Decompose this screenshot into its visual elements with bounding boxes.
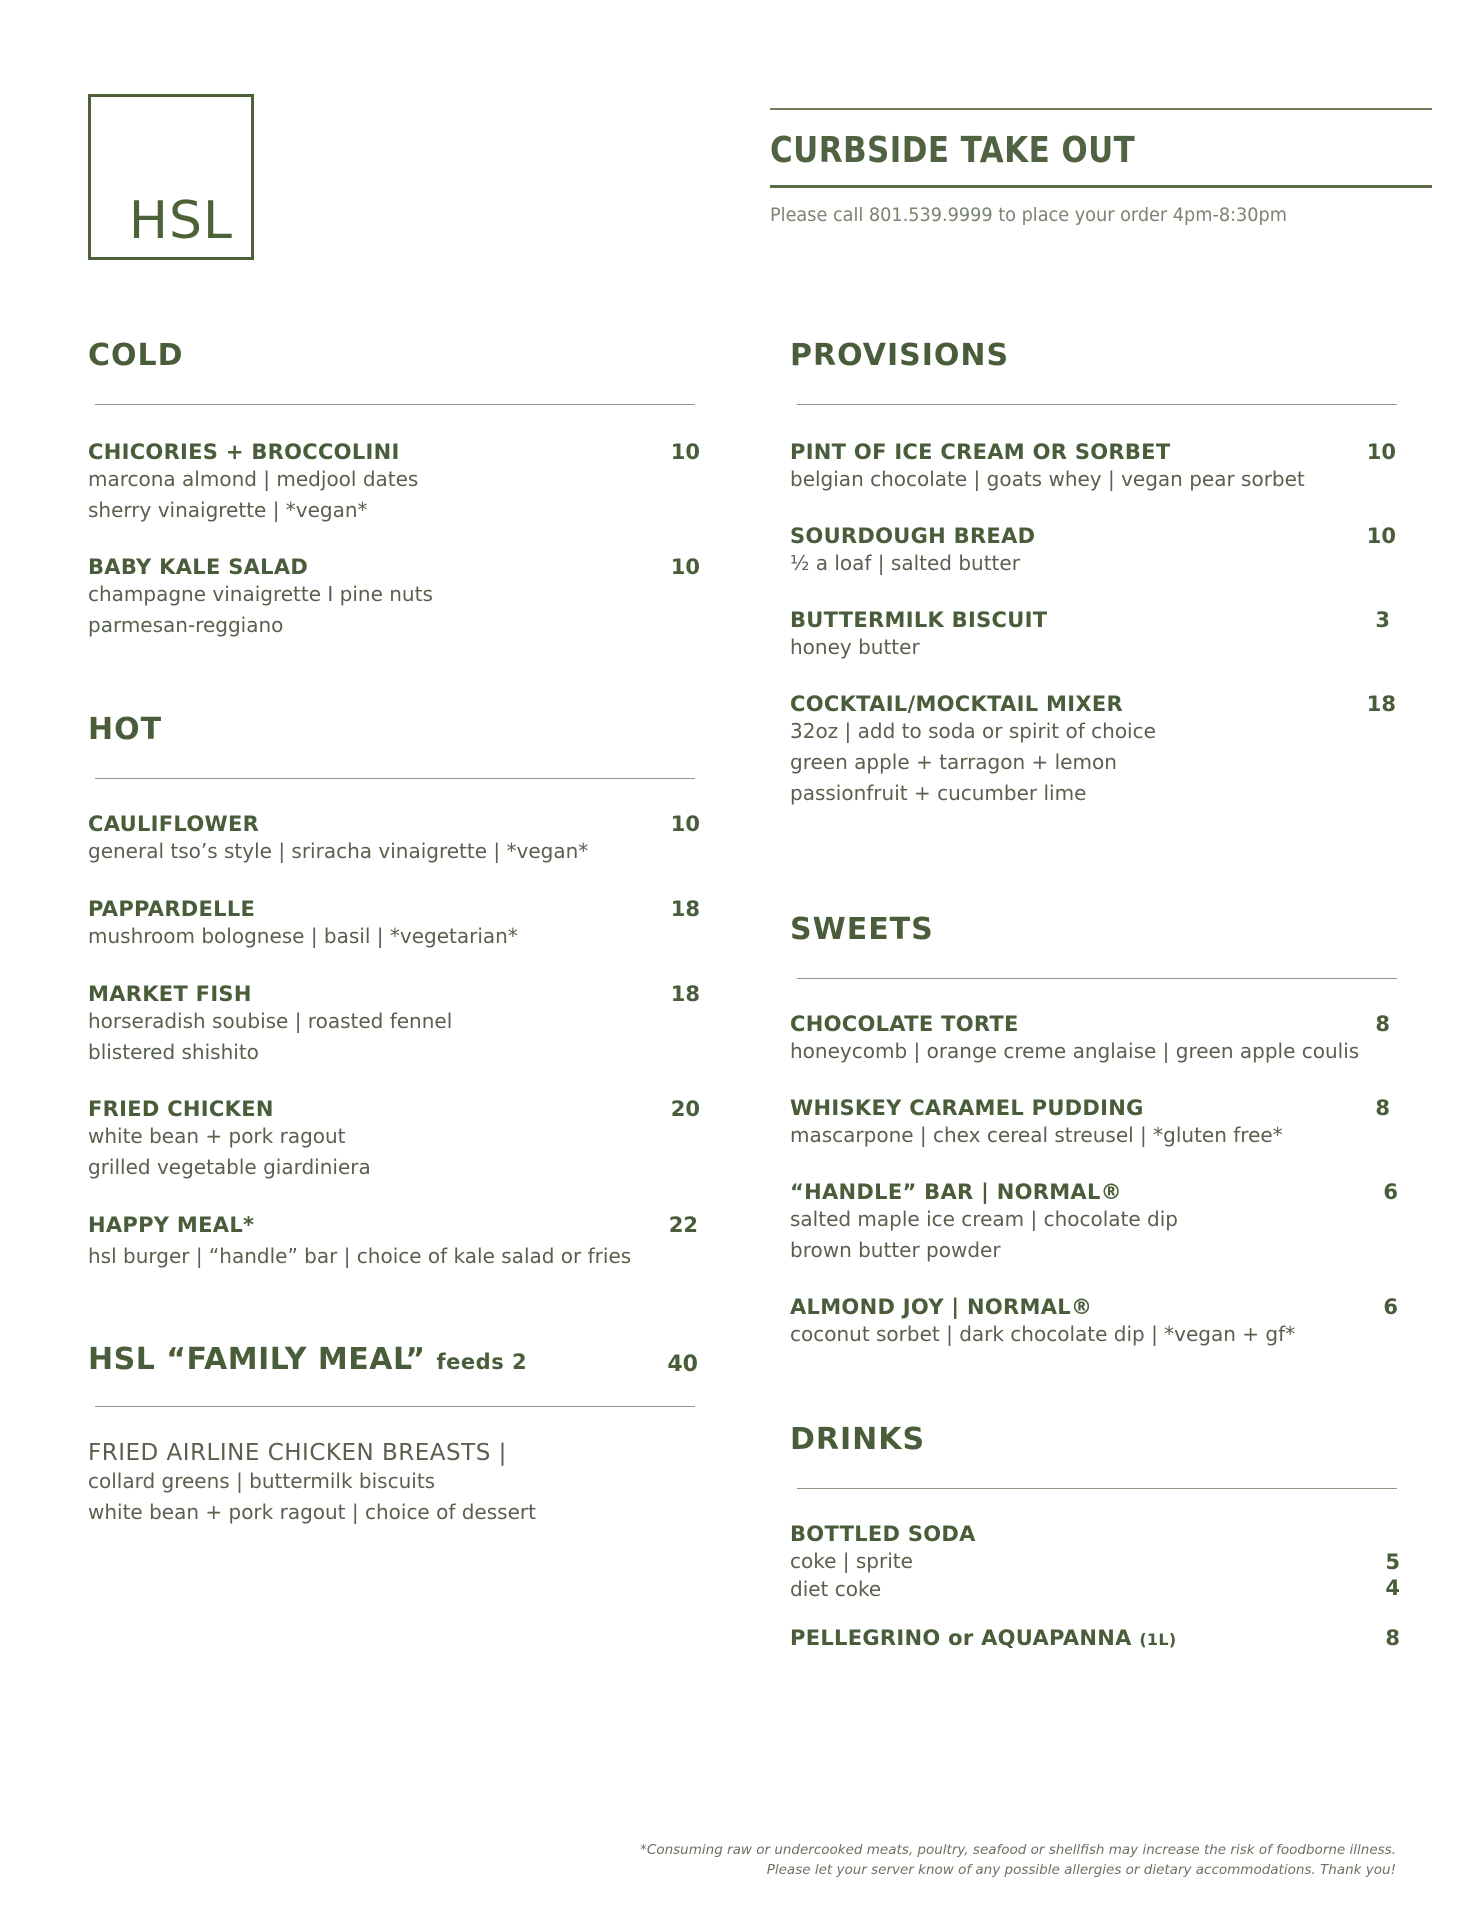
menu-item [88,982,700,1068]
drink-option [790,1546,1400,1577]
menu-item [790,1096,1390,1151]
item-desc: blistered shishito [88,1040,259,1064]
menu-item [88,555,700,641]
divider-drinks [797,1488,1397,1489]
menu-item [88,1440,700,1528]
menu-item [790,524,1396,579]
item-desc: 32oz | add to soda or spirit of choice [790,719,1156,743]
menu-item [88,1097,700,1183]
item-name: SOURDOUGH BREAD [790,524,1036,548]
menu-item [790,1626,1400,1650]
item-desc: general tso’s style | sriracha vinaigrette | *vegan* [88,839,589,863]
item-name: CHOCOLATE TORTE [790,1012,1019,1036]
item-price: 8 [1375,1012,1390,1036]
allergy-footnote [640,1840,1396,1880]
menu-item [790,1180,1398,1266]
order-instructions: Please call 801.539.9999 to place your order 4pm-8:30pm [770,204,1287,226]
item-name: CAULIFLOWER [88,812,260,836]
section-provisions [790,338,1009,373]
item-desc: marcona almond | medjool dates [88,467,419,491]
family-meal-title: HSL “FAMILY MEAL” [88,1342,426,1377]
section-title-cold: COLD [88,338,184,373]
item-name: CHICORIES + BROCCOLINI [88,440,400,464]
item-name: PAPPARDELLE [88,897,256,921]
item-size: (1L) [1139,1630,1177,1649]
menu-item [790,692,1396,809]
header-rule-bottom [770,185,1432,188]
section-title-hot: HOT [88,712,163,747]
item-desc: white bean + pork ragout [88,1124,346,1148]
divider-sweets [797,978,1397,979]
item-price: 6 [1383,1295,1398,1319]
page-title: CURBSIDE TAKE OUT [770,130,1136,171]
item-price: 10 [1366,524,1396,548]
item-desc: honeycomb | orange creme anglaise | green apple coulis [790,1039,1360,1063]
item-price: 18 [1366,692,1396,716]
section-title-provisions: PROVISIONS [790,338,1010,373]
menu-item [790,1295,1398,1350]
item-desc: parmesan-reggiano [88,613,284,637]
item-name: FRIED CHICKEN [88,1097,274,1121]
item-name: BOTTLED SODA [790,1522,976,1546]
item-price: 10 [1366,440,1396,464]
item-price: 6 [1383,1180,1398,1204]
section-title-sweets: SWEETS [790,912,934,947]
item-price: 8 [1375,1096,1390,1120]
item-name: BABY KALE SALAD [88,555,309,579]
item-price: 5 [1385,1550,1400,1574]
footnote-line: Please let your server know of any possible allergies or dietary accommodations. Thank you! [766,1862,1396,1878]
divider-provisions [797,404,1397,405]
item-name: WHISKEY CARAMEL PUDDING [790,1096,1144,1120]
section-cold [88,338,184,373]
item-price: 10 [670,812,700,836]
section-title-drinks: DRINKS [790,1422,926,1457]
section-title-family-meal [88,1342,698,1377]
divider-cold [95,404,695,405]
item-name: HAPPY MEAL* [88,1213,255,1237]
item-desc: coke | sprite [790,1549,913,1573]
curbside-header [770,108,1432,226]
logo [88,94,254,260]
menu-item [790,1522,1400,1605]
menu-item [88,1213,698,1272]
item-desc: green apple + tarragon + lemon [790,750,1117,774]
section-drinks [790,1422,925,1457]
item-desc: collard greens | buttermilk biscuits [88,1469,436,1493]
item-desc: honey butter [790,635,920,659]
section-family-meal [88,1342,698,1377]
item-desc: mushroom bolognese | basil | *vegetarian* [88,924,518,948]
item-name: COCKTAIL/MOCKTAIL MIXER [790,692,1123,716]
item-name [790,1626,1400,1650]
item-price: 8 [1385,1626,1400,1650]
menu-item [88,440,700,526]
item-desc: sherry vinaigrette | *vegan* [88,498,368,522]
item-desc: grilled vegetable giardiniera [88,1155,371,1179]
menu-item [88,897,700,952]
divider-hot [95,778,695,779]
family-meal-feeds: feeds 2 [436,1350,528,1374]
item-desc: white bean + pork ragout | choice of dessert [88,1500,536,1524]
item-desc: champagne vinaigrette I pine nuts [88,582,433,606]
item-name: BUTTERMILK BISCUIT [790,608,1048,632]
item-price: 22 [668,1213,698,1237]
item-desc: mascarpone | chex cereal streusel | *gluten free* [790,1123,1283,1147]
item-desc: ½ a loaf | salted butter [790,551,1020,575]
section-hot [88,712,162,747]
item-desc: passionfruit + cucumber lime [790,781,1087,805]
item-price: 10 [670,440,700,464]
section-sweets [790,912,934,947]
item-name: ALMOND JOY | NORMAL® [790,1295,1093,1319]
item-desc: coconut sorbet | dark chocolate dip | *vegan + gf* [790,1322,1296,1346]
item-name: MARKET FISH [88,982,252,1006]
item-price: 3 [1375,608,1390,632]
item-desc: diet coke [790,1577,882,1601]
item-price: 10 [670,555,700,579]
item-desc: salted maple ice cream | chocolate dip [790,1207,1178,1231]
footnote-line: *Consuming raw or undercooked meats, poultry, seafood or shellfish may increase the risk of foodborne illness. [640,1842,1396,1858]
item-name-text: PELLEGRINO or AQUAPANNA [790,1626,1132,1650]
item-price: 18 [670,897,700,921]
item-price: 4 [1385,1576,1400,1600]
menu-item [790,608,1390,663]
menu-item [790,1012,1390,1067]
item-name: “HANDLE” BAR | NORMAL® [790,1180,1122,1204]
divider-family-meal [95,1406,695,1407]
item-price: 20 [670,1097,700,1121]
item-desc: brown butter powder [790,1238,1001,1262]
item-desc: horseradish soubise | roasted fennel [88,1009,453,1033]
item-desc: belgian chocolate | goats whey | vegan pear sorbet [790,467,1305,491]
menu-item [790,440,1396,495]
drink-option [790,1574,1400,1605]
family-meal-main: FRIED AIRLINE CHICKEN BREASTS | [88,1440,507,1466]
logo-text: HSL [128,191,233,251]
item-name: PINT OF ICE CREAM OR SORBET [790,440,1171,464]
header-rule-top [770,108,1432,110]
item-price: 18 [670,982,700,1006]
menu-item [88,812,700,867]
item-desc: hsl burger | “handle” bar | choice of kale salad or fries [88,1244,632,1268]
family-meal-price: 40 [667,1352,698,1377]
